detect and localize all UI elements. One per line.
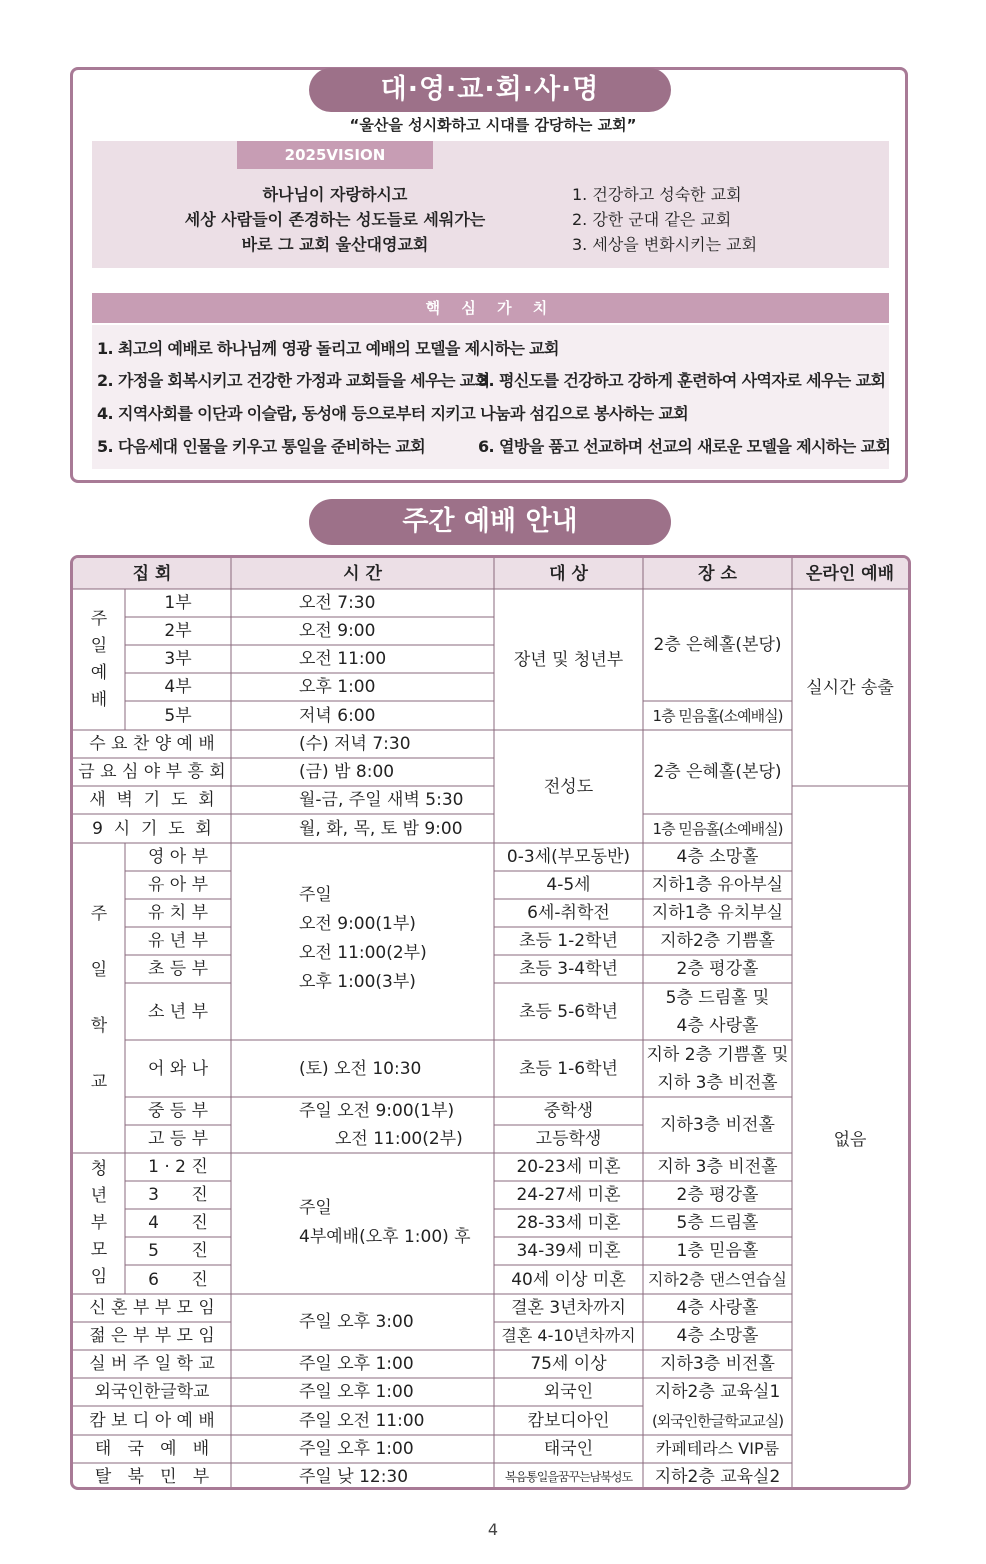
target-cell: 고등학생 xyxy=(535,1129,602,1149)
group-name: 탈 북 민 부 xyxy=(94,1467,210,1487)
dept-name: 영 아 부 xyxy=(147,847,209,867)
target-cell: 초등 5-6학년 xyxy=(519,1001,618,1022)
target-cell: 40세 이상 미혼 xyxy=(511,1269,626,1290)
place-cell: 2층 평강홀 xyxy=(676,959,759,979)
place-cell: 카페테라스 VIP룸 xyxy=(655,1439,780,1458)
service-time: 주일 오후 1:00 xyxy=(299,1439,414,1459)
group-label: 주 일 학 교 xyxy=(90,904,108,1092)
group-name: 5 진 xyxy=(148,1241,208,1261)
core-value: 3. 평신도를 건강하고 강하게 훈련하여 사역자로 세우는 교회 xyxy=(478,371,886,390)
target-cell: 결혼 4-10년차까지 xyxy=(501,1326,636,1345)
target-cell: 24-27세 미혼 xyxy=(516,1185,621,1205)
place-cell: 지하3층 비전홀 xyxy=(660,1115,775,1135)
service-time: 주일 오후 1:00 xyxy=(299,1382,414,1402)
youth-time xyxy=(299,1194,494,1252)
core-value: 5. 다음세대 인물을 키우고 통일을 준비하는 교회 xyxy=(97,437,426,456)
service-time: 주일 오후 3:00 xyxy=(299,1312,414,1332)
group-name: 캄 보 디 아 예 배 xyxy=(89,1410,215,1431)
service-time: 오전 11:00(2부) xyxy=(335,1129,463,1149)
place-cell: 지하2층 교육실2 xyxy=(654,1467,781,1487)
group-name: 외국인한글학교 xyxy=(94,1382,210,1402)
service-name: 4부 xyxy=(164,677,192,697)
target-cell: 28-33세 미혼 xyxy=(516,1213,621,1233)
group-name: 태 국 예 배 xyxy=(94,1439,210,1459)
place-cell: 5층 드림홀 xyxy=(676,1213,759,1233)
header-cell: 집 회 xyxy=(132,563,172,584)
vision-label: 2025VISION xyxy=(237,141,433,169)
group-name: 실 버 주 일 학 교 xyxy=(89,1354,215,1374)
service-time: (금) 밤 8:00 xyxy=(299,762,395,782)
core-value: 6. 열방을 품고 선교하며 선교의 새로운 모델을 제시하는 교회 xyxy=(478,437,891,456)
service-time: 오전 7:30 xyxy=(299,593,376,613)
service-name: 9 시 기 도 회 xyxy=(92,818,212,839)
service-time: 월-금, 주일 새벽 5:30 xyxy=(299,790,464,810)
place-cell: (외국인한글학교교실) xyxy=(651,1411,784,1430)
place-cell: 1층 믿음홀(소예배실) xyxy=(652,706,783,725)
online-cell: 없음 xyxy=(833,1129,867,1150)
place-cell: 4층 사랑홀 xyxy=(676,1298,759,1318)
target-cell: 캄보디아인 xyxy=(527,1410,610,1431)
dept-name: 유 년 부 xyxy=(147,931,209,951)
school-time-line: 오전 9:00(1부) xyxy=(299,914,416,934)
place-cell: 지하3층 비전홀 xyxy=(660,1354,775,1374)
dept-name: 고 등 부 xyxy=(147,1129,209,1149)
dept-name: 소 년 부 xyxy=(147,1001,209,1022)
place-cell: 2층 은혜홀(본당) xyxy=(653,635,782,655)
service-name: 새 벽 기 도 회 xyxy=(89,790,215,810)
place-cell: 지하1층 유치부실 xyxy=(651,903,784,923)
core-values-title: 핵 심 가 치 xyxy=(92,293,889,323)
group-name: 젊 은 부 부 모 임 xyxy=(89,1326,215,1346)
dept-name: 중 등 부 xyxy=(147,1101,209,1121)
group-name: 6 진 xyxy=(148,1269,208,1290)
vision-item: 1. 건강하고 성숙한 교회 xyxy=(572,185,742,204)
service-time: 주일 오전 9:00(1부) xyxy=(299,1101,455,1121)
header-cell: 시 간 xyxy=(343,563,382,584)
service-time: 주일 오전 11:00 xyxy=(299,1410,425,1431)
header-cell: 대 상 xyxy=(549,563,588,584)
service-name: 수 요 찬 양 예 배 xyxy=(89,734,215,754)
online-cell: 실시간 송출 xyxy=(806,677,894,698)
service-name: 5부 xyxy=(164,705,192,726)
service-name: 2부 xyxy=(164,621,192,641)
schedule-title: 주간 예배 안내 xyxy=(309,499,671,545)
vision-line: 하나님이 자랑하시고 xyxy=(262,185,408,204)
vision-item: 3. 세상을 변화시키는 교회 xyxy=(572,235,758,254)
service-time: 오후 1:00 xyxy=(299,677,376,697)
vision-line: 세상 사람들이 존경하는 성도들로 세워가는 xyxy=(184,210,486,229)
school-time-line: 오전 11:00(2부) xyxy=(299,943,427,963)
target-cell: 초등 3-4학년 xyxy=(519,959,618,979)
service-time: 주일 오후 1:00 xyxy=(299,1354,414,1374)
place-cell: 1층 믿음홀(소예배실) xyxy=(652,819,783,838)
service-name: 3부 xyxy=(164,649,192,669)
school-time-line: 오후 1:00(3부) xyxy=(299,972,416,992)
place-cell: 지하2층 댄스연습실 xyxy=(648,1269,787,1289)
target-cell: 4-5세 xyxy=(546,875,591,895)
place-cell: 지하2층 기쁨홀 xyxy=(660,931,775,951)
place-cell: 4층 소망홀 xyxy=(676,847,759,867)
target-cell: 복음통일을꿈꾸는남북성도 xyxy=(504,1470,633,1484)
service-time: 주일 낮 12:30 xyxy=(299,1467,409,1487)
target-cell: 외국인 xyxy=(543,1382,594,1402)
core-value: 4. 지역사회를 이단과 이슬람, 동성애 등으로부터 지키고 나눔과 섬김으로 봉사하는 교회 xyxy=(97,404,689,423)
target-cell: 20-23세 미혼 xyxy=(516,1157,621,1177)
place-cell: 4층 소망홀 xyxy=(676,1326,759,1346)
service-time: (수) 저녁 7:30 xyxy=(299,734,411,754)
service-time: (토) 오전 10:30 xyxy=(299,1058,422,1079)
target-cell: 초등 1-2학년 xyxy=(519,931,618,951)
group-label: 청 년 부 모 임 xyxy=(90,1159,108,1287)
service-name: 금 요 심 야 부 흥 회 xyxy=(78,762,226,782)
target-cell: 75세 이상 xyxy=(530,1354,607,1374)
youth-time-line: 주일 xyxy=(299,1198,332,1218)
schedule-table xyxy=(70,555,911,1490)
target-cell: 장년 및 청년부 xyxy=(513,649,624,670)
group-name: 4 진 xyxy=(148,1213,208,1233)
vision-line: 바로 그 교회 울산대영교회 xyxy=(241,235,429,254)
group-label: 주 일 예 배 xyxy=(90,608,108,710)
core-value: 2. 가정을 회복시키고 건강한 가정과 교회들을 세우는 교회 xyxy=(97,371,490,390)
place-cell: 지하 2층 기쁨홀 및 지하 3층 비전홀 xyxy=(646,1044,789,1093)
target-cell: 6세-취학전 xyxy=(527,903,610,923)
header-cell: 장 소 xyxy=(698,563,737,584)
core-value: 1. 최고의 예배로 하나님께 영광 돌리고 예배의 모델을 제시하는 교회 xyxy=(97,339,559,358)
target-cell: 0-3세(부모동반) xyxy=(506,847,631,867)
service-time: 월, 화, 목, 토 밤 9:00 xyxy=(299,818,463,839)
group-name: 1 · 2 진 xyxy=(148,1157,208,1177)
service-time: 오전 9:00 xyxy=(299,621,376,641)
group-name: 신 혼 부 부 모 임 xyxy=(89,1298,215,1318)
place-cell: 지하1층 유아부실 xyxy=(651,875,784,895)
header-cell: 온라인 예배 xyxy=(805,563,895,584)
target-cell: 결혼 3년차까지 xyxy=(511,1298,626,1318)
dept-name: 유 아 부 xyxy=(147,875,209,895)
place-cell: 5층 드림홀 및 4층 사랑홀 xyxy=(665,987,770,1036)
school-time-line: 주일 xyxy=(299,885,332,905)
school-time xyxy=(299,881,489,997)
target-cell: 태국인 xyxy=(543,1439,594,1459)
place-cell: 지하 3층 비전홀 xyxy=(657,1157,778,1177)
place-cell: 2층 은혜홀(본당) xyxy=(653,762,782,782)
page-number: 4 xyxy=(487,1520,499,1539)
target-cell: 34-39세 미혼 xyxy=(516,1241,621,1261)
place-cell: 1층 믿음홀 xyxy=(676,1241,759,1261)
service-name: 1부 xyxy=(164,593,192,613)
place-cell: 지하2층 교육실1 xyxy=(654,1382,781,1402)
place-cell: 2층 평강홀 xyxy=(676,1185,759,1205)
dept-name: 유 치 부 xyxy=(147,903,209,923)
dept-name: 어 와 나 xyxy=(147,1058,209,1079)
target-cell: 중학생 xyxy=(543,1101,594,1121)
mission-title: 대·영·교·회·사·명 xyxy=(309,68,671,112)
target-cell: 전성도 xyxy=(543,776,594,797)
target-cell: 초등 1-6학년 xyxy=(519,1058,618,1079)
mission-motto: “울산을 성시화하고 시대를 감당하는 교회” xyxy=(349,116,637,134)
service-time: 저녁 6:00 xyxy=(299,705,376,726)
group-name: 3 진 xyxy=(148,1185,208,1205)
service-time: 오전 11:00 xyxy=(299,649,387,669)
dept-name: 초 등 부 xyxy=(147,959,209,979)
youth-time-line: 4부예배(오후 1:00) 후 xyxy=(299,1227,471,1247)
vision-item: 2. 강한 군대 같은 교회 xyxy=(572,210,732,229)
